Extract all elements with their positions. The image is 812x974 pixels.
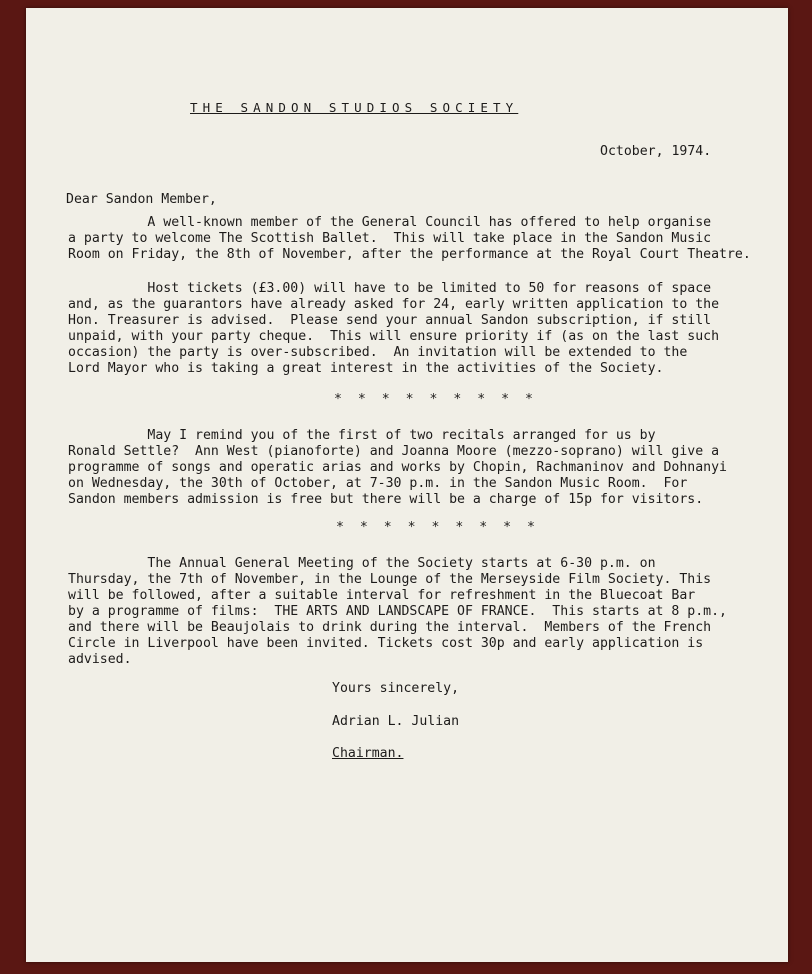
salutation: Dear Sandon Member, — [66, 192, 217, 207]
letter-date: October, 1974. — [600, 144, 712, 159]
letter-title: THE SANDON STUDIOS SOCIETY — [190, 100, 519, 115]
separator-stars: * * * * * * * * * — [336, 520, 539, 535]
paragraph-recitals: May I remind you of the first of two recitals arranged for us by Ronald Settle? Ann West (pianoforte) and Joanna Moore (mezzo-soprano) will give a programme of songs and operatic arias and works by Chopin, Rachmaninov and Dohnanyi on Wednesday, the 30th of October, at 7-30 p.m. in the Sandon Music Room. For Sandon members admission is free but there will be a charge of 15p for visitors. — [68, 428, 727, 507]
paragraph-host-tickets: Host tickets (£3.00) will have to be limited to 50 for reasons of space and, as the guarantors have already asked for 24, early written application to the Hon. Treasurer is advised. Please send your annual Sandon subscription, if still unpaid, with your party cheque. This will ensure priority if (as on the last such occasion) the party is over-subscribed. An invitation will be extended to the Lord Mayor who is taking a great interest in the activities of the Society. — [68, 281, 720, 376]
paragraph-ballet-party: A well-known member of the General Council has offered to help organise a party to welcome The Scottish Ballet. This will take place in the Sandon Music Room on Friday, the 8th of November, after the performance at the Royal Court Theatre. — [68, 215, 751, 262]
separator-stars: * * * * * * * * * — [334, 392, 537, 407]
letter-page — [26, 8, 788, 962]
signer-name: Adrian L. Julian — [332, 714, 460, 729]
closing: Yours sincerely, — [332, 681, 460, 696]
paragraph-agm: The Annual General Meeting of the Society starts at 6-30 p.m. on Thursday, the 7th of November, in the Lounge of the Merseyside Film Society. This will be followed, after a suitable interval for refreshment in the Bluecoat Bar by a programme of films: THE ARTS AND LANDSCAPE OF FRANCE. This starts at 8 p.m., and there will be Beaujolais to drink during the interval. Members of the French Circle in Liverpool have been invited. Tickets cost 30p and early application is advised. — [68, 556, 727, 667]
signer-position: Chairman. — [332, 746, 404, 761]
